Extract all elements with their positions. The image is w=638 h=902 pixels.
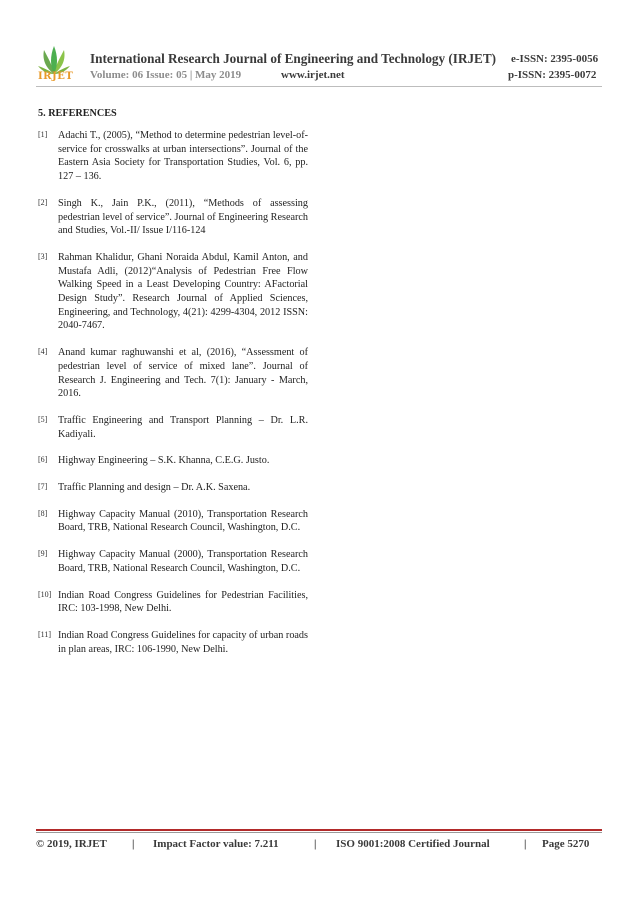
reference-number: [5] <box>38 414 48 424</box>
reference-list <box>38 129 308 669</box>
reference-number: [7] <box>38 482 48 492</box>
header-divider <box>36 86 602 87</box>
reference-item <box>38 548 308 575</box>
footer-separator: | <box>314 838 317 850</box>
reference-number: [10] <box>38 589 52 599</box>
footer-separator: | <box>132 838 135 850</box>
reference-text: Anand kumar raghuwanshi et al, (2016), “Assessment of pedestrian level of service of mixed lane”. Journal of Research J. Engineering and Tech. 7(1): January - March, 2016. <box>58 347 308 400</box>
reference-text: Singh K., Jain P.K., (2011), “Methods of assessing pedestrian level of service”. Journal of Engineering Research and Studies, Vol.-II/ Issue I/116-124 <box>58 197 308 237</box>
footer-page-number: Page 5270 <box>542 838 590 850</box>
footer-iso: ISO 9001:2008 Certified Journal <box>336 838 490 850</box>
reference-item <box>38 589 308 616</box>
reference-text: Adachi T., (2005), “Method to determine pedestrian level-of-service for crosswalks at urban intersections”. Journal of the Eastern Asia Society for Transportation Studies, Vol. 6, pp. 127 – 136. <box>58 130 308 183</box>
footer-divider-red <box>36 829 602 831</box>
reference-item <box>38 346 308 401</box>
reference-text: Indian Road Congress Guidelines for Pedestrian Facilities, IRC: 103-1998, New Delhi. <box>58 589 308 615</box>
reference-text: Indian Road Congress Guidelines for capacity of urban roads in plan areas, IRC: 106-1990, New Delhi. <box>58 629 308 655</box>
reference-number: [9] <box>38 549 48 559</box>
footer-copyright: © 2019, IRJET <box>36 838 107 850</box>
footer-impact-factor: Impact Factor value: 7.211 <box>153 838 279 850</box>
reference-number: [11] <box>38 629 52 639</box>
reference-item <box>38 197 308 238</box>
reference-text: Highway Capacity Manual (2010), Transportation Research Board, TRB, National Research Council, Washington, D.C. <box>58 508 308 534</box>
reference-number: [2] <box>38 197 48 207</box>
reference-item <box>38 629 308 656</box>
reference-number: [3] <box>38 251 48 261</box>
journal-title: International Research Journal of Engineering and Technology (IRJET) <box>90 51 497 66</box>
section-heading: 5. REFERENCES <box>38 108 117 119</box>
reference-text: Highway Capacity Manual (2000), Transportation Research Board, TRB, National Research Council, Washington, D.C. <box>58 549 308 574</box>
journal-website: www.irjet.net <box>281 69 345 81</box>
reference-number: [1] <box>38 130 48 139</box>
pissn: p-ISSN: 2395-0072 <box>508 69 597 81</box>
logo-wordmark: IRJET <box>38 71 74 82</box>
page-footer <box>36 838 602 854</box>
reference-text: Traffic Engineering and Transport Planning – Dr. L.R. Kadiyali. <box>58 414 308 440</box>
reference-number: [8] <box>38 508 48 518</box>
reference-item <box>38 129 308 184</box>
reference-text: Rahman Khalidur, Ghani Noraida Abdul, Kamil Anton, and Mustafa Adli, (2012)“Analysis of Pedestrian Free Flow Walking Speed in a Least Developing Country: AFactorial Design Study”. Research Journal of Applied Sciences, Engineering, and Technology, 4(21): 4299-4304, 2012 ISSN: 2040-7467. <box>58 251 308 332</box>
reference-item <box>38 508 308 535</box>
page-header <box>0 0 638 90</box>
eissn: e-ISSN: 2395-0056 <box>511 53 599 65</box>
reference-item <box>38 454 308 468</box>
footer-separator: | <box>524 838 527 850</box>
reference-text: Traffic Planning and design – Dr. A.K. Saxena. <box>58 482 251 494</box>
footer-divider-grey <box>36 832 602 833</box>
reference-text: Highway Engineering – S.K. Khanna, C.E.G. Justo. <box>58 455 270 467</box>
reference-item <box>38 251 308 333</box>
volume-issue: Volume: 06 Issue: 05 | May 2019 <box>90 69 242 81</box>
reference-number: [4] <box>38 347 48 357</box>
reference-number: [6] <box>38 455 48 465</box>
reference-item <box>38 414 308 441</box>
reference-item <box>38 481 308 495</box>
